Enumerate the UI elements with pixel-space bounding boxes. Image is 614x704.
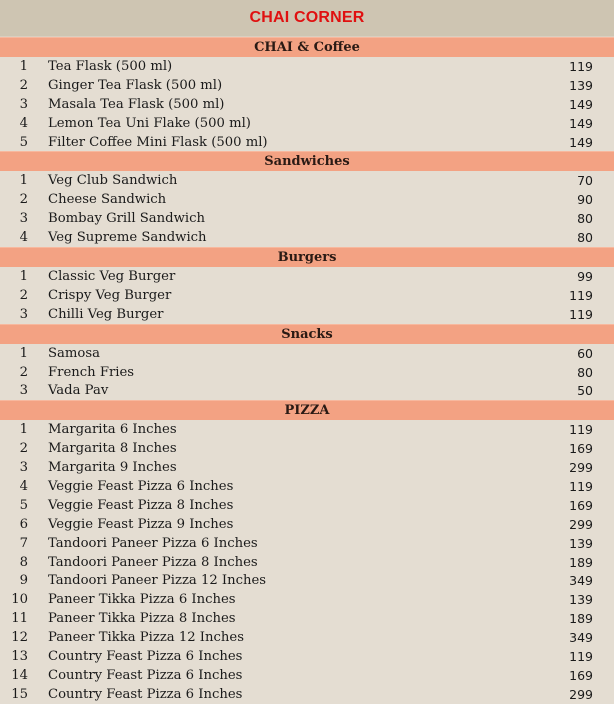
section-title: Burgers: [277, 250, 337, 266]
item-price: 169: [569, 441, 593, 457]
item-price: 80: [577, 364, 593, 380]
item-number: 5: [19, 134, 28, 150]
item-price: 169: [569, 497, 593, 513]
item-name: Country Feast Pizza 6 Inches: [48, 667, 243, 683]
item-price: 299: [569, 686, 593, 702]
item-name: French Fries: [48, 364, 135, 380]
item-name: Ginger Tea Flask (500 ml): [48, 77, 223, 93]
item-name: Paneer Tikka Pizza 8 Inches: [48, 611, 236, 627]
item-price: 119: [569, 478, 593, 494]
item-price: 189: [569, 611, 593, 627]
item-name: Tandoori Paneer Pizza 8 Inches: [48, 554, 258, 570]
item-number: 3: [19, 460, 28, 476]
item-number: 2: [19, 287, 28, 303]
item-price: 50: [577, 383, 593, 399]
item-price: 70: [577, 173, 593, 189]
menu-item-row: [0, 571, 614, 590]
section-title: Sandwiches: [264, 154, 350, 170]
menu-item-row: [0, 553, 614, 572]
menu-item-row: [0, 496, 614, 515]
menu-item-row: [0, 305, 614, 324]
menu-item-row: [0, 666, 614, 685]
item-name: Margarita 6 Inches: [48, 422, 177, 438]
item-name: Veg Club Sandwich: [48, 173, 178, 189]
item-number: 1: [19, 422, 28, 438]
item-price: 119: [569, 648, 593, 664]
item-number: 1: [19, 173, 28, 189]
menu-item-row: [0, 133, 614, 152]
item-price: 139: [569, 592, 593, 608]
section-header: [0, 151, 614, 171]
item-number: 2: [19, 192, 28, 208]
item-price: 119: [569, 58, 593, 74]
menu-item-row: [0, 420, 614, 439]
item-name: Veg Supreme Sandwich: [48, 230, 207, 246]
menu-body: [0, 37, 614, 704]
item-number: 13: [11, 648, 28, 664]
item-name: Veggie Feast Pizza 8 Inches: [48, 497, 234, 513]
menu-item-row: [0, 609, 614, 628]
section-header: [0, 400, 614, 420]
menu-title: CHAI CORNER: [249, 9, 365, 26]
item-name: Veggie Feast Pizza 6 Inches: [48, 478, 234, 494]
menu-item-row: [0, 458, 614, 477]
menu-item-row: [0, 534, 614, 553]
section-header: [0, 37, 614, 57]
item-number: 15: [11, 686, 28, 702]
section-header: [0, 247, 614, 267]
section-header: [0, 324, 614, 344]
item-name: Lemon Tea Uni Flake (500 ml): [48, 115, 251, 131]
item-name: Filter Coffee Mini Flask (500 ml): [48, 134, 268, 150]
item-number: 8: [19, 554, 28, 570]
item-number: 9: [19, 573, 28, 589]
item-price: 139: [569, 77, 593, 93]
menu-item-row: [0, 381, 614, 400]
item-name: Classic Veg Burger: [48, 268, 176, 284]
item-number: 11: [11, 611, 28, 627]
section-title: CHAI & Coffee: [254, 40, 360, 55]
item-name: Cheese Sandwich: [48, 192, 167, 208]
item-price: 349: [569, 573, 593, 589]
menu-item-row: [0, 171, 614, 190]
item-number: 14: [11, 667, 28, 683]
item-price: 149: [569, 134, 593, 150]
item-name: Bombay Grill Sandwich: [48, 211, 205, 227]
item-price: 299: [569, 460, 593, 476]
item-price: 80: [577, 230, 593, 246]
item-number: 3: [19, 211, 28, 227]
menu-item-row: [0, 590, 614, 609]
item-price: 119: [569, 306, 593, 322]
item-name: Tea Flask (500 ml): [48, 58, 173, 74]
item-price: 119: [569, 422, 593, 438]
item-name: Chilli Veg Burger: [48, 306, 164, 322]
item-price: 299: [569, 516, 593, 532]
item-price: 119: [569, 287, 593, 303]
item-number: 3: [19, 306, 28, 322]
item-name: Masala Tea Flask (500 ml): [48, 96, 225, 112]
menu-title-bar: [0, 0, 614, 37]
item-price: 139: [569, 535, 593, 551]
menu-item-row: [0, 628, 614, 647]
item-number: 3: [19, 383, 28, 399]
item-number: 2: [19, 364, 28, 380]
item-name: Margarita 8 Inches: [48, 441, 177, 457]
item-number: 4: [19, 478, 28, 494]
item-number: 1: [19, 268, 28, 284]
item-name: Tandoori Paneer Pizza 6 Inches: [48, 535, 258, 551]
menu-item-row: [0, 477, 614, 496]
item-number: 2: [19, 77, 28, 93]
menu-item-row: [0, 209, 614, 228]
menu-item-row: [0, 114, 614, 133]
item-name: Paneer Tikka Pizza 6 Inches: [48, 592, 236, 608]
item-name: Country Feast Pizza 6 Inches: [48, 648, 243, 664]
menu-item-row: [0, 344, 614, 363]
menu-item-row: [0, 286, 614, 305]
item-number: 1: [19, 345, 28, 361]
menu-item-row: [0, 267, 614, 286]
menu-item-row: [0, 190, 614, 209]
menu-item-row: [0, 515, 614, 534]
item-number: 4: [19, 230, 28, 246]
section-title: PIZZA: [284, 403, 330, 419]
item-name: Vada Pav: [48, 383, 109, 399]
item-number: 4: [19, 115, 28, 131]
item-price: 60: [577, 345, 593, 361]
item-name: Samosa: [48, 345, 100, 361]
menu-item-row: [0, 647, 614, 666]
item-number: 7: [19, 535, 28, 551]
menu-item-row: [0, 439, 614, 458]
item-price: 349: [569, 630, 593, 646]
menu-item-row: [0, 685, 614, 704]
item-name: Margarita 9 Inches: [48, 460, 177, 476]
item-name: Tandoori Paneer Pizza 12 Inches: [48, 573, 267, 589]
item-price: 99: [577, 268, 593, 284]
item-number: 5: [19, 497, 28, 513]
menu-item-row: [0, 57, 614, 76]
item-number: 2: [19, 441, 28, 457]
item-number: 12: [11, 630, 28, 646]
menu-item-row: [0, 76, 614, 95]
item-number: 10: [11, 592, 28, 608]
item-price: 149: [569, 115, 593, 131]
item-name: Paneer Tikka Pizza 12 Inches: [48, 630, 244, 646]
item-number: 6: [19, 516, 28, 532]
menu-item-row: [0, 228, 614, 247]
item-price: 90: [577, 192, 593, 208]
item-price: 169: [569, 667, 593, 683]
item-name: Veggie Feast Pizza 9 Inches: [48, 516, 234, 532]
item-price: 80: [577, 211, 593, 227]
item-name: Country Feast Pizza 6 Inches: [48, 686, 243, 702]
item-name: Crispy Veg Burger: [48, 287, 172, 303]
item-number: 3: [19, 96, 28, 112]
item-number: 1: [19, 58, 28, 74]
item-price: 149: [569, 96, 593, 112]
section-title: Snacks: [281, 326, 333, 342]
menu-item-row: [0, 363, 614, 382]
item-price: 189: [569, 554, 593, 570]
menu-item-row: [0, 95, 614, 114]
